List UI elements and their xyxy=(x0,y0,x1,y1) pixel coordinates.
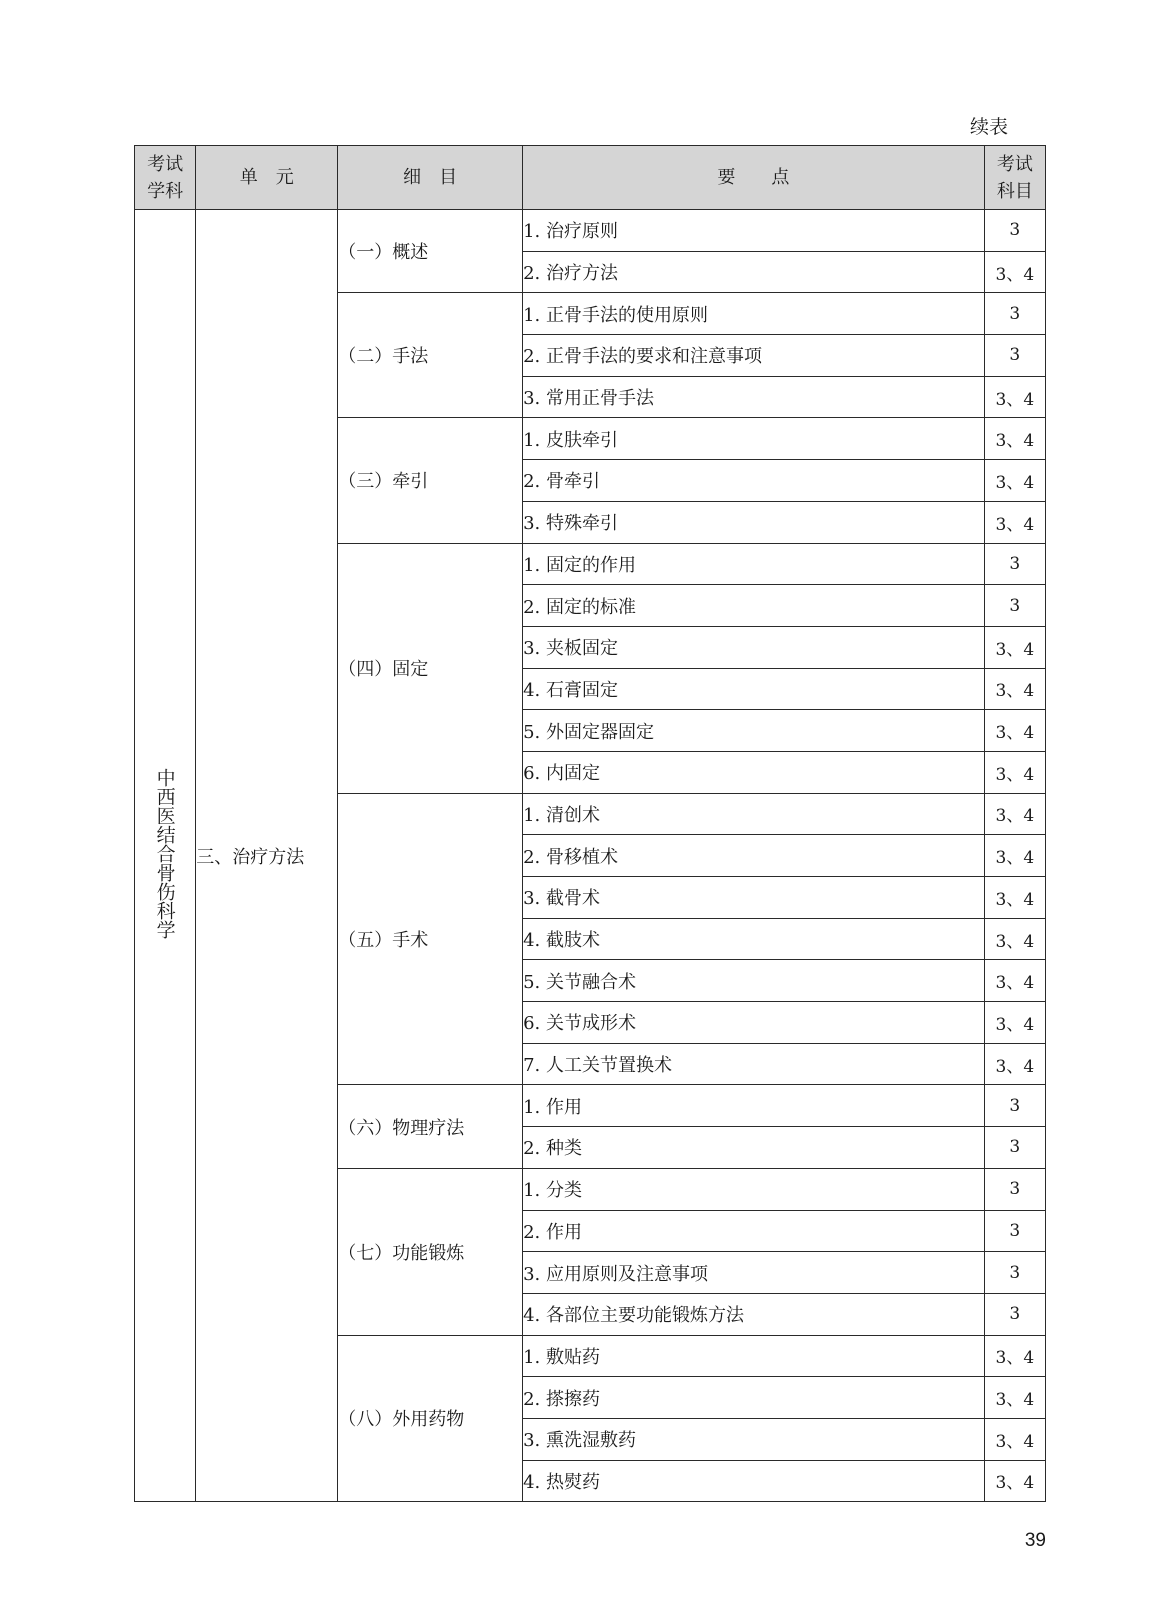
level-cell: 3 xyxy=(984,210,1045,252)
level-cell: 3、4 xyxy=(984,460,1045,502)
level-cell: 3、4 xyxy=(984,1460,1045,1502)
level-cell: 3 xyxy=(984,1168,1045,1210)
level-cell: 3、4 xyxy=(984,751,1045,793)
level-cell: 3、4 xyxy=(984,626,1045,668)
header-point: 要 点 xyxy=(523,146,985,210)
header-item: 细 目 xyxy=(338,146,523,210)
point-cell: 4. 热熨药 xyxy=(523,1460,985,1502)
level-cell: 3 xyxy=(984,1252,1045,1294)
continued-label: 续表 xyxy=(969,116,1008,138)
level-cell: 3、4 xyxy=(984,1377,1045,1419)
point-cell: 2. 作用 xyxy=(523,1210,985,1252)
level-cell: 3 xyxy=(984,1085,1045,1127)
subject-label: 中西医结合骨伤科学 xyxy=(153,767,176,939)
point-cell: 3. 熏洗湿敷药 xyxy=(523,1418,985,1460)
point-cell: 2. 骨移植术 xyxy=(523,835,985,877)
level-cell: 3、4 xyxy=(984,960,1045,1002)
point-cell: 2. 正骨手法的要求和注意事项 xyxy=(523,335,985,377)
header-row xyxy=(135,146,1046,210)
point-cell: 2. 种类 xyxy=(523,1127,985,1169)
point-cell: 2. 固定的标准 xyxy=(523,585,985,627)
item-cell: （一）概述 xyxy=(338,210,523,293)
table-body xyxy=(135,210,1046,1502)
level-cell: 3、4 xyxy=(984,1043,1045,1085)
item-cell: （三）牵引 xyxy=(338,418,523,543)
unit-cell: 三、治疗方法 xyxy=(196,210,338,1502)
point-cell: 2. 骨牵引 xyxy=(523,460,985,502)
level-cell: 3 xyxy=(984,1127,1045,1169)
level-cell: 3、4 xyxy=(984,376,1045,418)
point-cell: 3. 夹板固定 xyxy=(523,626,985,668)
item-cell: （八）外用药物 xyxy=(338,1335,523,1502)
point-cell: 1. 作用 xyxy=(523,1085,985,1127)
point-cell: 3. 特殊牵引 xyxy=(523,501,985,543)
level-cell: 3、4 xyxy=(984,1418,1045,1460)
point-cell: 3. 常用正骨手法 xyxy=(523,376,985,418)
level-cell: 3 xyxy=(984,1293,1045,1335)
point-cell: 2. 治疗方法 xyxy=(523,251,985,293)
header-level: 考试 科目 xyxy=(984,146,1045,210)
point-cell: 1. 皮肤牵引 xyxy=(523,418,985,460)
point-cell: 1. 正骨手法的使用原则 xyxy=(523,293,985,335)
level-cell: 3、4 xyxy=(984,710,1045,752)
point-cell: 5. 关节融合术 xyxy=(523,960,985,1002)
level-cell: 3 xyxy=(984,335,1045,377)
level-cell: 3 xyxy=(984,543,1045,585)
level-cell: 3 xyxy=(984,293,1045,335)
level-cell: 3、4 xyxy=(984,1335,1045,1377)
level-cell: 3 xyxy=(984,585,1045,627)
header-subject: 考试 学科 xyxy=(135,146,196,210)
level-cell: 3、4 xyxy=(984,793,1045,835)
header-unit: 单 元 xyxy=(196,146,338,210)
item-cell: （五）手术 xyxy=(338,793,523,1085)
subject-cell xyxy=(135,210,196,1502)
point-cell: 5. 外固定器固定 xyxy=(523,710,985,752)
level-cell: 3、4 xyxy=(984,918,1045,960)
point-cell: 1. 固定的作用 xyxy=(523,543,985,585)
level-cell: 3、4 xyxy=(984,835,1045,877)
point-cell: 3. 应用原则及注意事项 xyxy=(523,1252,985,1294)
point-cell: 3. 截骨术 xyxy=(523,877,985,919)
point-cell: 4. 各部位主要功能锻炼方法 xyxy=(523,1293,985,1335)
level-cell: 3、4 xyxy=(984,251,1045,293)
item-cell: （四）固定 xyxy=(338,543,523,793)
point-cell: 6. 关节成形术 xyxy=(523,1002,985,1044)
level-cell: 3、4 xyxy=(984,877,1045,919)
syllabus-table xyxy=(134,145,1046,1502)
level-cell: 3、4 xyxy=(984,1002,1045,1044)
item-cell: （六）物理疗法 xyxy=(338,1085,523,1168)
point-cell: 1. 分类 xyxy=(523,1168,985,1210)
page-number: 39 xyxy=(1024,1530,1046,1551)
level-cell: 3、4 xyxy=(984,668,1045,710)
point-cell: 1. 清创术 xyxy=(523,793,985,835)
point-cell: 1. 治疗原则 xyxy=(523,210,985,252)
level-cell: 3、4 xyxy=(984,501,1045,543)
table-row xyxy=(135,210,1046,252)
point-cell: 4. 石膏固定 xyxy=(523,668,985,710)
point-cell: 4. 截肢术 xyxy=(523,918,985,960)
item-cell: （二）手法 xyxy=(338,293,523,418)
point-cell: 2. 搽擦药 xyxy=(523,1377,985,1419)
point-cell: 7. 人工关节置换术 xyxy=(523,1043,985,1085)
point-cell: 6. 内固定 xyxy=(523,751,985,793)
item-cell: （七）功能锻炼 xyxy=(338,1168,523,1335)
level-cell: 3 xyxy=(984,1210,1045,1252)
level-cell: 3、4 xyxy=(984,418,1045,460)
point-cell: 1. 敷贴药 xyxy=(523,1335,985,1377)
